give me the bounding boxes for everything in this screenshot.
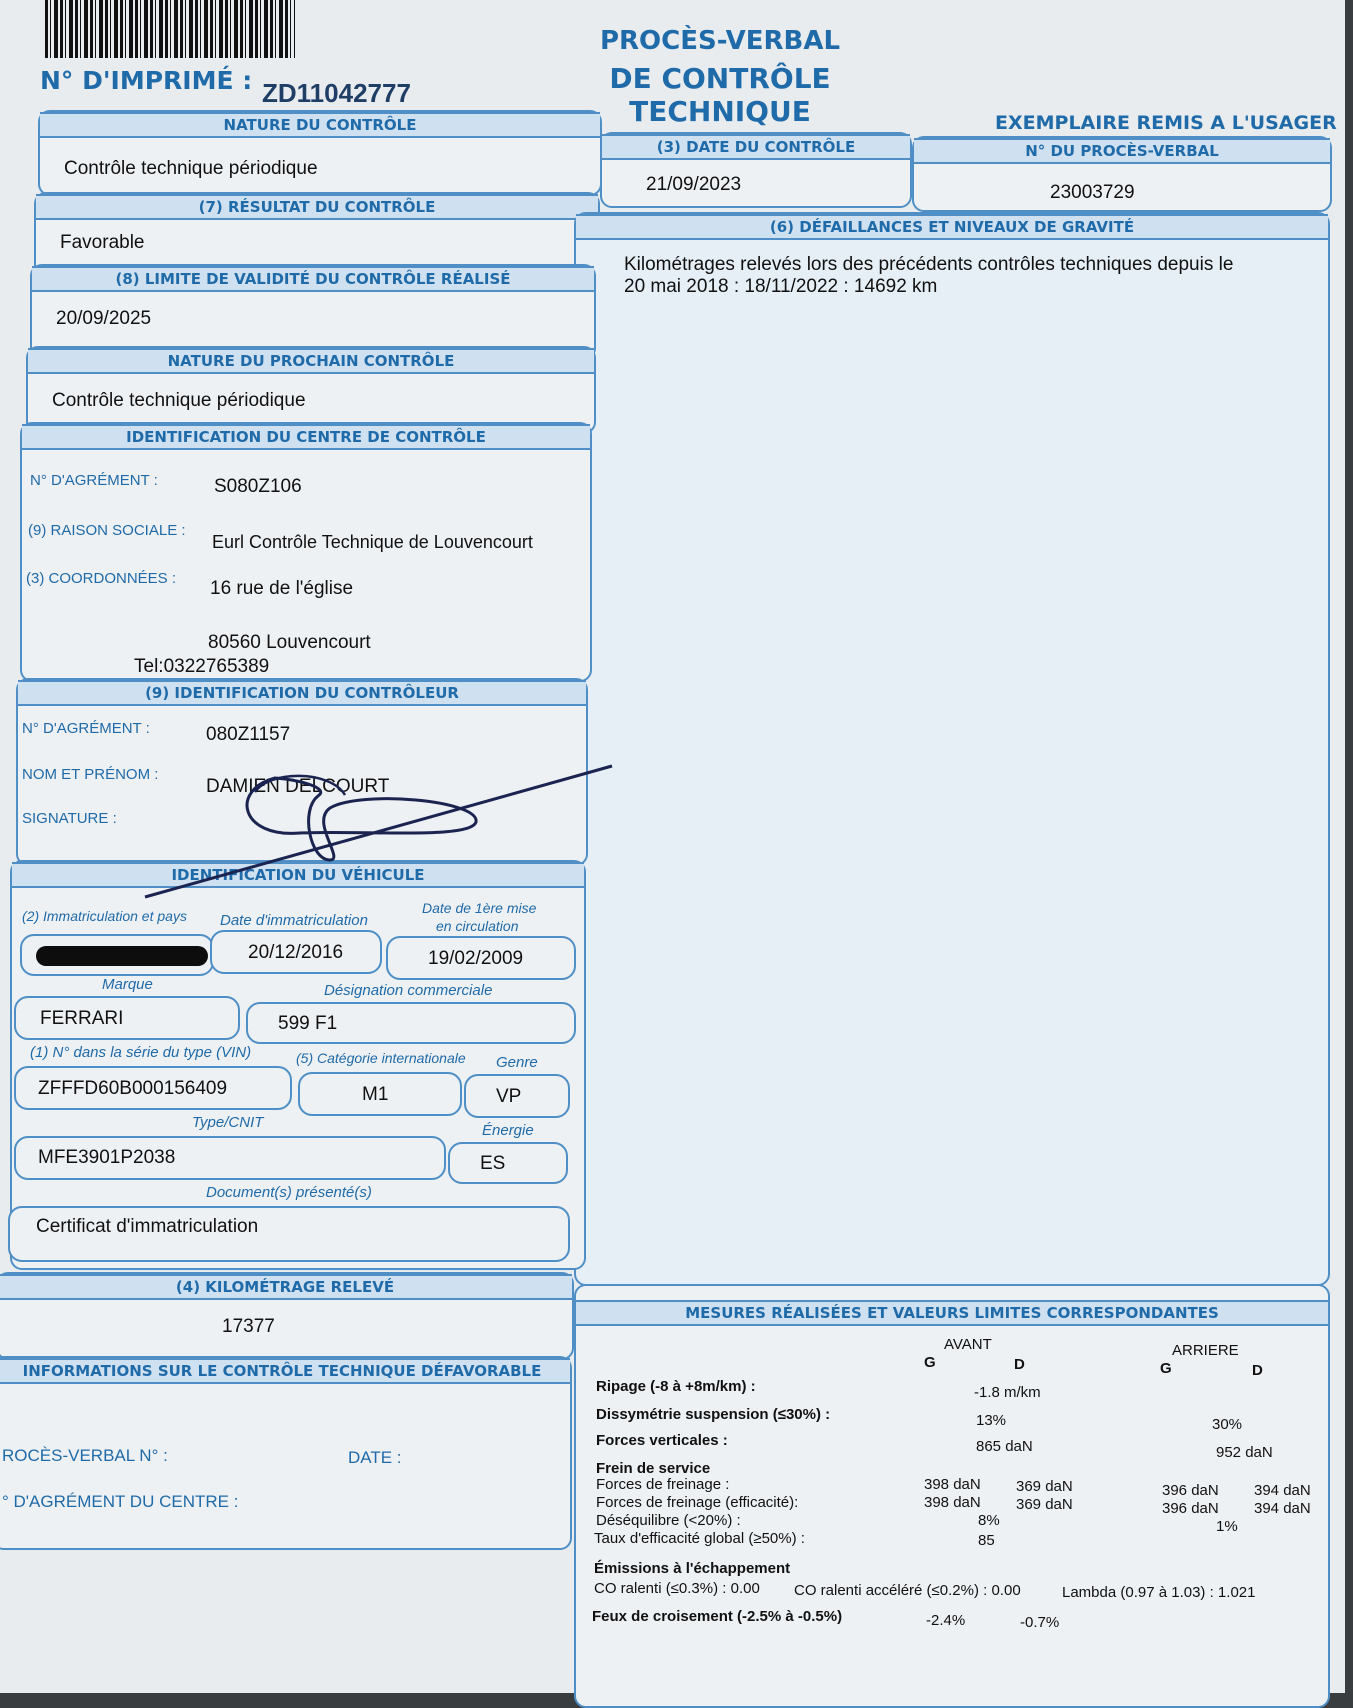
centre-agrement-label: N° D'AGRÉMENT : [30,472,158,489]
controleur-label: (9) IDENTIFICATION DU CONTRÔLEUR [18,680,586,706]
taux-value: 85 [978,1532,995,1549]
controleur-nom-label: NOM ET PRÉNOM : [22,766,159,783]
arriere-header: ARRIERE [1172,1342,1239,1359]
centre-coord-label: (3) COORDONNÉES : [26,570,177,587]
pv-label: N° DU PROCÈS-VERBAL [914,138,1330,164]
defavorable-agrement-label: ° D'AGRÉMENT DU CENTRE : [2,1492,239,1511]
vin: ZFFFD60B000156409 [38,1078,228,1099]
efficacite-ar-g: 396 daN [1162,1500,1219,1517]
dissym-av: 13% [976,1412,1007,1429]
prochain-label: NATURE DU PROCHAIN CONTRÔLE [28,348,594,374]
premiere-mise-label2: en circulation [436,918,519,934]
centre-label: IDENTIFICATION DU CENTRE DE CONTRÔLE [22,424,590,450]
print-number-label: N° D'IMPRIMÉ : [40,66,253,95]
freinage-av-g: 398 daN [924,1476,981,1493]
controleur-agrement: 080Z1157 [206,724,291,745]
freinage-ar-d: 394 daN [1254,1482,1311,1499]
dissym-label: Dissymétrie suspension (≤30%) : [596,1406,831,1423]
pv-value: 23003729 [1050,182,1135,203]
freinage-ar-g: 396 daN [1162,1482,1219,1499]
emissions-label: Émissions à l'échappement [594,1560,791,1577]
defavorable-date-label: DATE : [348,1448,402,1467]
lambda: Lambda (0.97 à 1.03) : 1.021 [1062,1584,1256,1601]
designation: 599 F1 [278,1013,338,1034]
nature-value: Contrôle technique périodique [64,158,318,179]
ripage-value: -1.8 m/km [974,1384,1041,1401]
kilometrage-label: (4) KILOMÉTRAGE RELEVÉ [0,1274,572,1300]
freinage-label: Forces de freinage : [596,1476,730,1493]
resultat-value: Favorable [60,232,145,253]
co-ralenti: CO ralenti (≤0.3%) : 0.00 [594,1580,760,1597]
desequilibre-label: Déséquilibre (<20%) : [596,1512,741,1529]
marque: FERRARI [40,1008,124,1029]
avant-g: G [924,1354,936,1371]
documents: Certificat d'immatriculation [36,1216,259,1237]
efficacite-av-d: 369 daN [1016,1496,1073,1513]
copy-label: EXEMPLAIRE REMIS A L'USAGER [995,112,1337,134]
defavorable-label: INFORMATIONS SUR LE CONTRÔLE TECHNIQUE DÉFAVORABLE [0,1358,570,1384]
defaillances-label: (6) DÉFAILLANCES ET NIVEAUX DE GRAVITÉ [576,214,1328,240]
forces-v-av: 865 daN [976,1438,1033,1455]
defaillances-line2: 20 mai 2018 : 18/11/2022 : 14692 km [624,276,938,297]
controleur-agrement-label: N° D'AGRÉMENT : [22,720,150,737]
date-immat-label: Date d'immatriculation [220,912,368,929]
date-immat: 20/12/2016 [248,942,344,963]
feux-d: -0.7% [1020,1614,1060,1631]
validite-value: 20/09/2025 [56,308,152,329]
frein-label: Frein de service [596,1460,711,1477]
energie-label: Énergie [482,1122,534,1139]
defaillances-line1: Kilométrages relevés lors des précédents contrôles techniques depuis le [624,254,1234,275]
centre-agrement: S080Z106 [214,476,302,497]
efficacite-label: Forces de freinage (efficacité): [596,1494,799,1511]
energie: ES [480,1153,506,1174]
centre-address2: 80560 Louvencourt [208,632,371,653]
arriere-d: D [1252,1362,1263,1379]
centre-raison: Eurl Contrôle Technique de Louvencourt [212,532,533,552]
title-line1: PROCÈS-VERBAL [599,26,841,56]
centre-tel: Tel:0322765389 [134,656,270,677]
feux-label: Feux de croisement (-2.5% à -0.5%) [592,1608,843,1625]
freinage-av-d: 369 daN [1016,1478,1073,1495]
genre: VP [496,1086,522,1107]
feux-g: -2.4% [926,1612,966,1629]
controleur-nom: DAMIEN DELCOURT [206,776,390,797]
title-line2: DE CONTRÔLE TECHNIQUE [609,62,831,128]
taux-label: Taux d'efficacité global (≥50%) : [594,1530,805,1547]
kilometrage-value: 17377 [222,1316,275,1337]
efficacite-av-g: 398 daN [924,1494,981,1511]
avant-header: AVANT [944,1336,992,1353]
desequilibre-ar: 1% [1216,1518,1238,1535]
co-accelere: CO ralenti accéléré (≤0.2%) : 0.00 [794,1582,1021,1599]
vin-label: (1) N° dans la série du type (VIN) [30,1044,252,1061]
documents-label: Document(s) présenté(s) [206,1184,372,1201]
dissym-ar: 30% [1212,1416,1243,1433]
type-label: Type/CNIT [192,1114,264,1131]
validite-label: (8) LIMITE DE VALIDITÉ DU CONTRÔLE RÉALISÉ [32,266,594,292]
forces-v-ar: 952 daN [1216,1444,1273,1461]
designation-label: Désignation commerciale [324,982,493,999]
genre-label: Genre [496,1054,538,1071]
mesures-label: MESURES RÉALISÉES ET VALEURS LIMITES CORRESPONDANTES [576,1300,1328,1326]
premiere-mise: 19/02/2009 [428,948,524,969]
ripage-label: Ripage (-8 à +8m/km) : [596,1378,756,1395]
vehicule-label: IDENTIFICATION DU VÉHICULE [12,862,584,888]
immat-label: (2) Immatriculation et pays [22,908,187,924]
prochain-value: Contrôle technique périodique [52,390,306,411]
arriere-g: G [1160,1360,1172,1377]
centre-address1: 16 rue de l'église [210,578,354,599]
categorie-label: (5) Catégorie internationale [296,1050,466,1066]
categorie: M1 [362,1084,389,1105]
premiere-mise-label1: Date de 1ère mise [422,900,537,916]
date-label: (3) DATE DU CONTRÔLE [602,134,910,160]
controleur-signature-label: SIGNATURE : [22,810,117,827]
print-number: ZD11042777 [262,78,411,108]
efficacite-ar-d: 394 daN [1254,1500,1311,1517]
type: MFE3901P2038 [38,1147,176,1168]
avant-d: D [1014,1356,1025,1373]
marque-label: Marque [102,976,153,993]
resultat-label: (7) RÉSULTAT DU CONTRÔLE [36,194,598,220]
centre-raison-label: (9) RAISON SOCIALE : [28,522,186,539]
forces-v-label: Forces verticales : [596,1432,728,1449]
nature-label: NATURE DU CONTRÔLE [40,112,600,138]
desequilibre-av: 8% [978,1512,1000,1529]
date-value: 21/09/2023 [646,174,742,195]
defavorable-pv-label: ROCÈS-VERBAL N° : [2,1446,168,1465]
